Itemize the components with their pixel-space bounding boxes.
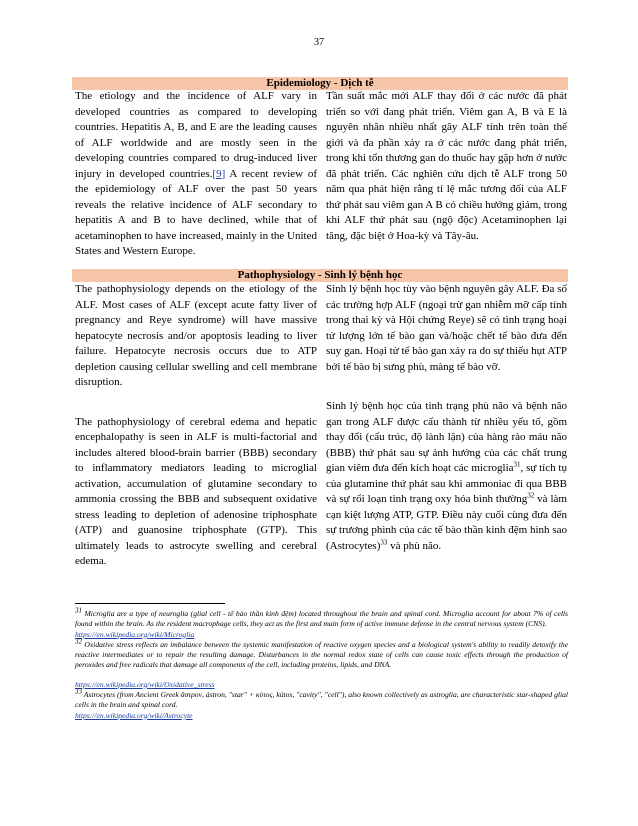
footnote-separator xyxy=(75,603,225,604)
reference-link-9[interactable]: [9] xyxy=(212,167,226,180)
footnotes xyxy=(75,606,568,721)
epidemiology-vietnamese-text: Tần suất mắc mới ALF thay đổi ở các nước đã phát triển so với đang phát triển. Viêm gan A, B và E là nguyên nhân nhiều nhất gây ALF tính trên toàn thế giới và đa phần xảy ra ở các nước đang phát triển, trong khi tổn thương gan do thuốc hay gặp hơn ở nước đã phát triển. Các nghiên cứu dịch tễ ALF trong 50 năm qua phát hiện rằng tỉ lệ mắc tương đối của ALF thứ phát sau viêm gan A B có chiều hướng giảm, trong khi ALF thứ phát sau (ngộ độc) Acetaminophen lại tăng, đặc biệt ở Hoa-kỳ và Tây-âu. xyxy=(326,90,567,242)
footnote-31: $^{31}$ Microglia are a type of neuroglia (glial cell - tế bào thần kinh đệm) located throughout the brain and spinal cord. Microglia account for about 7% of cells found within the brain. As the resident macrophage cells, they act as the first and main form of active immune defense in the central nervous system (CNS). xyxy=(75,606,568,629)
footnote-31-url[interactable]: https://en.wikipedia.org/wiki/Microglia xyxy=(75,629,195,639)
pathophysiology-vietnamese-column xyxy=(326,282,567,554)
footnote-33: $^{33}$ Astrocytes (from Ancient Greek ἄστρον, ástron, "star" + κύτος, kútos, "cavity", "cell"), also known collectively as astroglia, are characteristic star-shaped glial cells in the brain and spinal cord. xyxy=(75,687,568,710)
footnote-ref-31[interactable]: 31 xyxy=(513,460,521,469)
footnote-ref-33[interactable]: 33 xyxy=(380,537,388,546)
footnote-32-url[interactable]: https://en.wikipedia.org/wiki/Oxidative_stress xyxy=(75,679,215,689)
epidemiology-header: Epidemiology - Dịch tễ xyxy=(72,77,568,90)
epidemiology-vietnamese-column xyxy=(326,89,567,244)
footnote-32: $^{32}$ Oxidative stress reflects an imbalance between the systemic manifestation of reactive oxygen species and a biological system's ability to readily detoxify the reactive intermediates or to repair the resulting damage. Disturbances in the normal redox state of cells can cause toxic effects through the production of peroxides and free radicals that damage all components of the cell, including proteins, lipids, and DNA. xyxy=(75,637,568,670)
pathophysiology-vietnamese-paragraph-1: Sinh lý bệnh học tùy vào bệnh nguyên gây ALF. Đa số các trường hợp ALF (ngoại trừ gan nhiễm mỡ cấp tính trong thai kỳ và Hội chứng Reye) sẽ có tình trạng hoại tử lượng lớn tế bào gan và/hoặc chết tế bào đưa đến suy gan. Hoại tử tế bào gan xảy ra do sự thiếu hụt ATP bởi tế bào bị sưng phù, màng tế bào vỡ. xyxy=(326,283,567,373)
footnote-33-url[interactable]: https://en.wikipedia.org/wiki/Astrocyte xyxy=(75,710,193,720)
epidemiology-english-column xyxy=(75,89,317,260)
pathophysiology-header: Pathophysiology - Sinh lý bệnh học xyxy=(72,269,568,282)
pathophysiology-english-paragraph-2: The pathophysiology of cerebral edema and hepatic encephalopathy is seen in ALF is multi-factorial and includes altered blood-brain barrier (BBB) secondary to inflammatory mediators leading to microglial activation, accumulation of glutamine secondary to ammonia crossing the BBB and subsequent oxidative stress leading to depletion of adenosine triphosphate (ATP) and guanosine triphosphate (GTP). This ultimately leads to astrocyte swelling and cerebral edema. xyxy=(75,415,317,567)
footnote-ref-32[interactable]: 32 xyxy=(527,491,535,500)
pathophysiology-vietnamese-paragraph-2: Sinh lý bệnh học của tình trạng phù não và bệnh não gan trong ALF được cấu thành từ nhiều yếu tố, gồm thay đổi (cấu trúc, độ lành lặn) của hàng rào máu não (BBB) thứ phát sau sự ảnh hưởng của các chất trung gian viêm đưa đến kích hoạt các microglia$^{31}$, sự tích tụ của glutamine thứ phát sau khi ammoniac đi qua BBB và sự rối loạn tình trạng oxy hóa bình thường$^{32}$ và làm cạn kiệt lượng ATP, GTP. Điều này cuối cùng đưa đến sự trương phình của các tế bào thần kinh đệm hình sao (Astrocytes)$^{33}$ và phù não. xyxy=(326,400,567,552)
epidemiology-english-text: The etiology and the incidence of ALF vary in developed countries as compared to developing countries. Hepatitis A, B, and E are the leading causes of ALF worldwide and are mostly seen in the developing countries compared to drug-induced liver injury in developed countries.[9] A recent review of the epidemiology of ALF over the past 50 years reveals the relative incidence of ALF secondary to hepatitis A and B to have declined, while that of acetaminophen to have increased, mainly in the United States and Western Europe. xyxy=(75,90,318,257)
pathophysiology-english-column xyxy=(75,282,317,570)
page-number: 37 xyxy=(314,37,324,48)
pathophysiology-english-paragraph-1: The pathophysiology depends on the etiology of the ALF. Most cases of ALF (except acute fatty liver of pregnancy and Reye syndrome) will have massive hepatocyte necrosis and/or apoptosis leading to liver failure. Hepatocyte necrosis occurs due to ATP depletion causing cellular swelling and cell membrane disruption. xyxy=(75,283,317,388)
